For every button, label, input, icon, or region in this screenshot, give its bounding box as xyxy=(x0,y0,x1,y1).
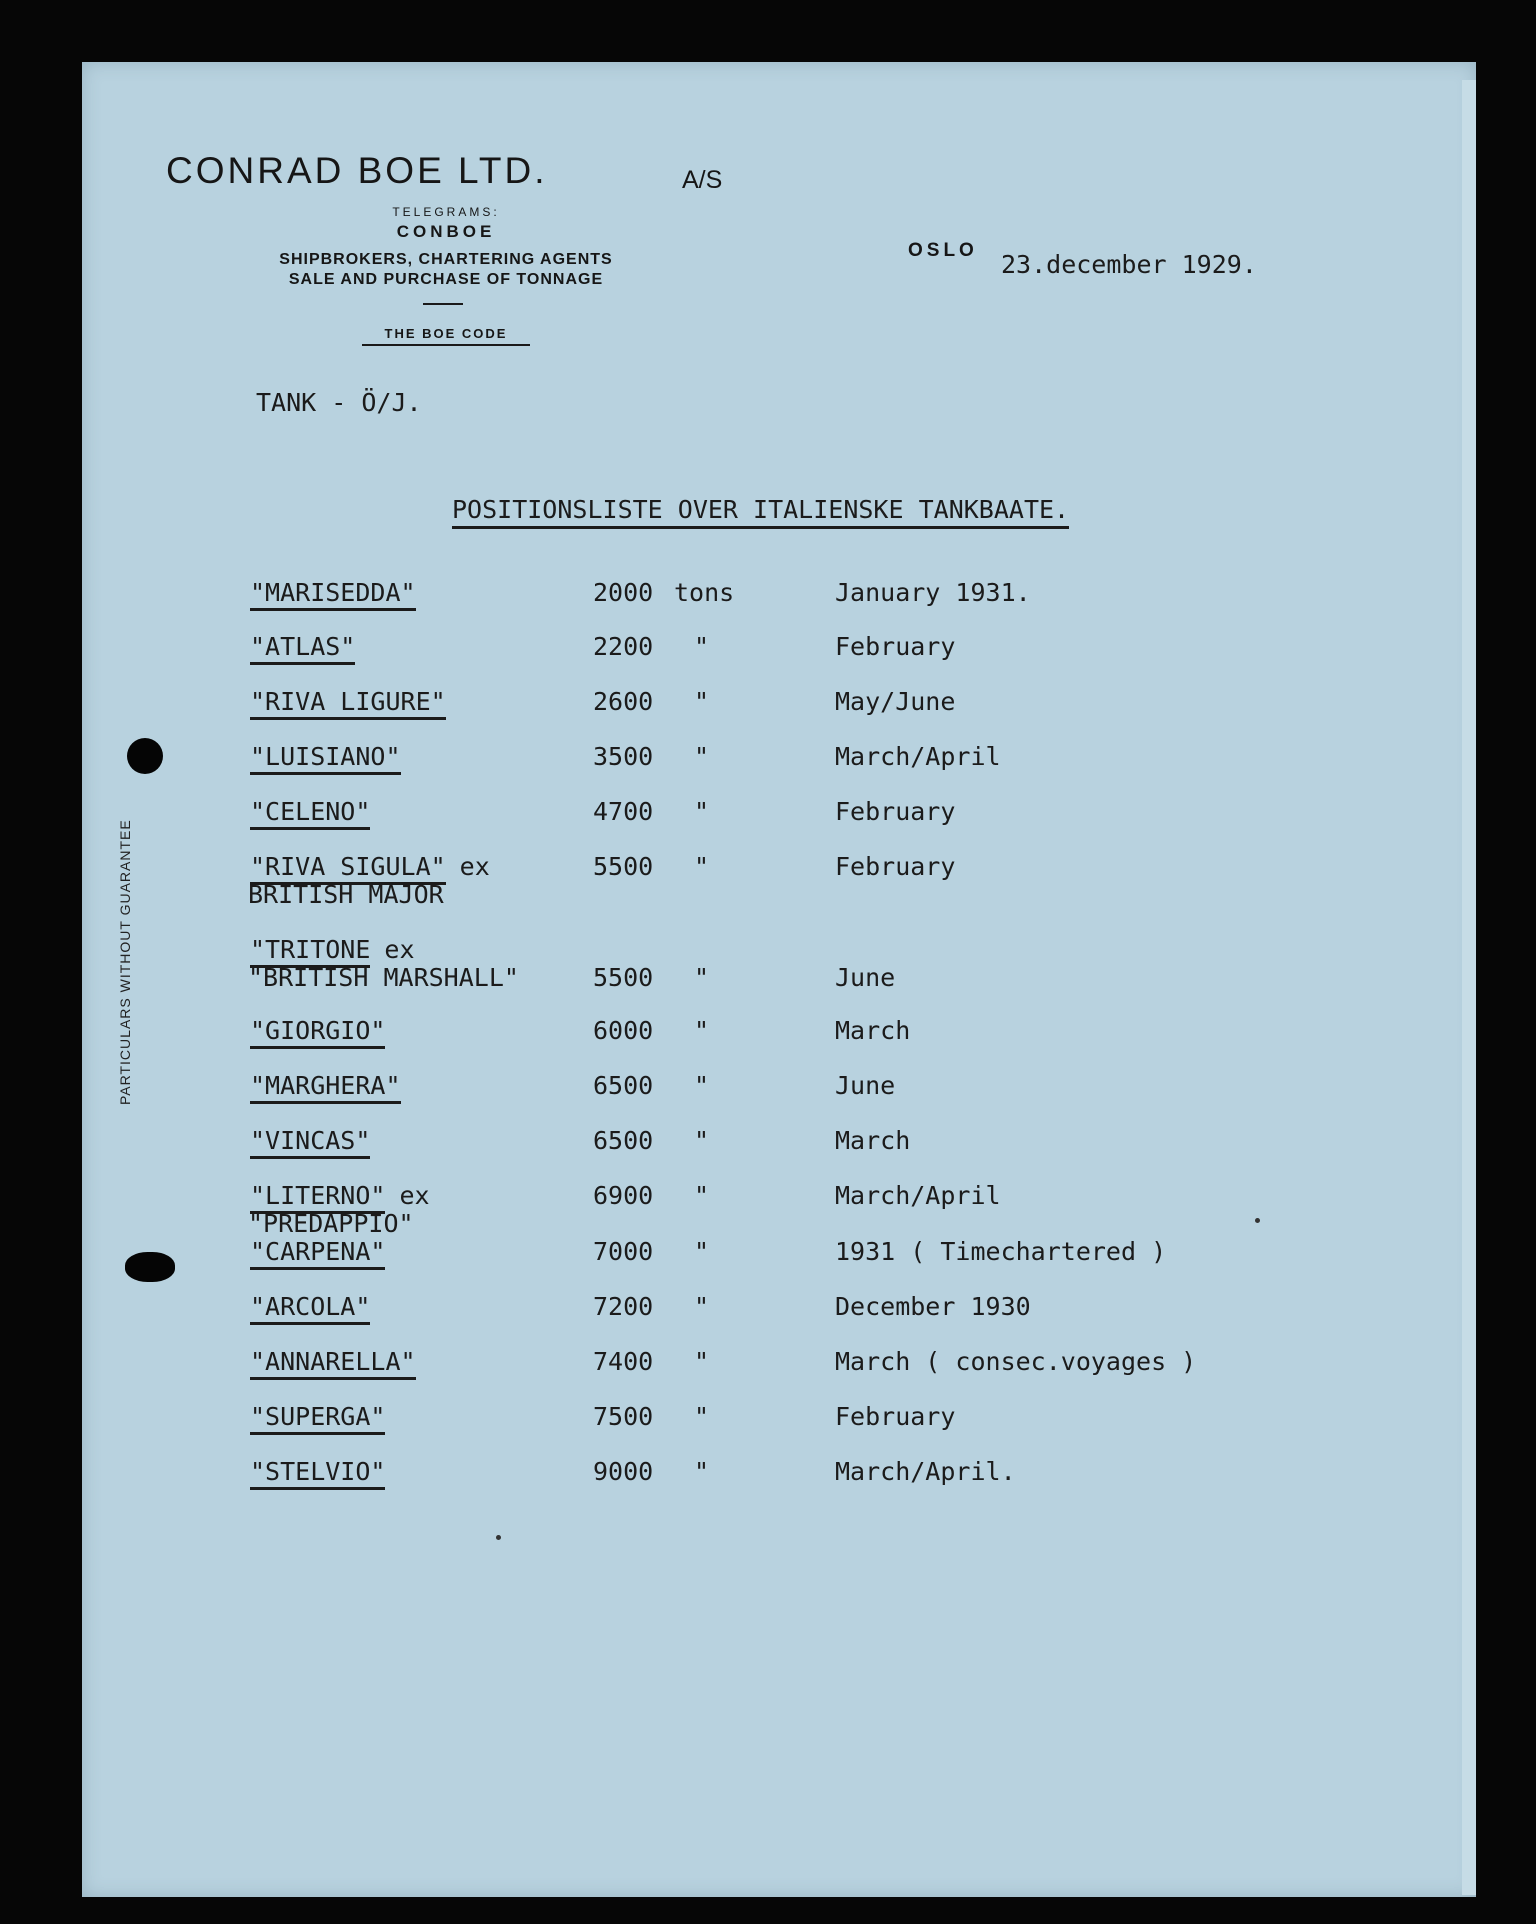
vessel-name xyxy=(250,1181,430,1210)
vessel-row xyxy=(0,935,1536,992)
tonnage-unit: " xyxy=(694,1457,710,1486)
vessel-name-text: "GIORGIO" xyxy=(250,1016,385,1049)
document-title: POSITIONSLISTE OVER ITALIENSKE TANKBAATE. xyxy=(452,495,1069,529)
vessel-name xyxy=(250,1237,385,1266)
tonnage-unit: " xyxy=(694,1126,710,1155)
vessel-row xyxy=(0,1402,1536,1452)
vessel-row xyxy=(0,1237,1536,1287)
tonnage: 3500 xyxy=(593,742,654,771)
letter-date: 23.december 1929. xyxy=(1001,250,1257,279)
vessel-name-text: "RIVA LIGURE" xyxy=(250,687,446,720)
former-vessel-name: BRITISH MAJOR xyxy=(248,880,444,909)
vessel-name xyxy=(250,1402,385,1431)
vessel-row xyxy=(0,1457,1536,1507)
telegrams-address: CONBOE xyxy=(396,222,496,241)
tonnage-unit: " xyxy=(694,852,710,881)
punch-hole xyxy=(125,1252,175,1282)
tonnage-unit: " xyxy=(694,1181,710,1210)
tonnage: 6000 xyxy=(593,1016,654,1045)
position-period: March/April xyxy=(835,1181,1001,1210)
vessel-row xyxy=(0,1181,1536,1238)
vessel-name-text: "MARISEDDA" xyxy=(250,578,416,611)
company-suffix: A/S xyxy=(682,166,723,194)
vessel-name-text: "SUPERGA" xyxy=(250,1402,385,1435)
vessel-name xyxy=(250,632,355,661)
tonnage: 7500 xyxy=(593,1402,654,1431)
tonnage-unit: " xyxy=(694,1071,710,1100)
vessel-name-text: "ATLAS" xyxy=(250,632,355,665)
vessel-name-text: "ARCOLA" xyxy=(250,1292,370,1325)
tonnage: 7200 xyxy=(593,1292,654,1321)
vessel-row xyxy=(0,1347,1536,1397)
services-line-2: SALE AND PURCHASE OF TONNAGE xyxy=(288,271,604,288)
vessel-row xyxy=(0,852,1536,909)
vessel-name xyxy=(250,1126,370,1155)
reference-line: TANK - Ö/J. xyxy=(256,388,422,417)
vessel-name xyxy=(250,852,490,881)
tonnage: 2000 xyxy=(593,578,654,607)
vessel-row xyxy=(0,1016,1536,1066)
tonnage-unit: " xyxy=(694,1237,710,1266)
position-period: December 1930 xyxy=(835,1292,1031,1321)
tonnage: 6500 xyxy=(593,1126,654,1155)
tonnage: 4700 xyxy=(593,797,654,826)
vessel-name-text: "ANNARELLA" xyxy=(250,1347,416,1380)
tonnage-unit: " xyxy=(694,632,710,661)
position-period: February xyxy=(835,797,956,826)
code-name: THE BOE CODE xyxy=(362,326,530,346)
vessel-name xyxy=(250,1292,370,1321)
tonnage: 6900 xyxy=(593,1181,654,1210)
former-vessel-name: "BRITISH MARSHALL" xyxy=(248,963,519,992)
position-period: May/June xyxy=(835,687,956,716)
ex-marker: ex xyxy=(459,852,490,881)
vessel-name-text: "MARGHERA" xyxy=(250,1071,401,1104)
position-period: March/April. xyxy=(835,1457,1016,1486)
services-line-1: SHIPBROKERS, CHARTERING AGENTS xyxy=(279,251,613,268)
position-period: January 1931. xyxy=(835,578,1031,607)
tonnage-unit: " xyxy=(694,963,710,992)
vessel-name xyxy=(250,687,446,716)
position-period: March/April xyxy=(835,742,1001,771)
position-period: March xyxy=(835,1126,911,1155)
tonnage-unit: tons xyxy=(674,578,735,607)
vessel-name-text: "LITERNO" xyxy=(250,1181,385,1214)
telegrams-label: TELEGRAMS: xyxy=(392,205,500,219)
position-period: February xyxy=(835,852,956,881)
former-vessel-name: "PREDAPPIO" xyxy=(248,1209,414,1238)
vessel-row xyxy=(0,578,1536,628)
vessel-name xyxy=(250,1016,385,1045)
vessel-name-text: "RIVA SIGULA" xyxy=(250,852,446,885)
vessel-row xyxy=(0,1071,1536,1121)
position-period: February xyxy=(835,632,956,661)
sheet-edge xyxy=(1462,80,1476,1895)
tonnage: 9000 xyxy=(593,1457,654,1486)
vessel-row xyxy=(0,632,1536,682)
tonnage: 5500 xyxy=(593,852,654,881)
vessel-row xyxy=(0,1126,1536,1176)
tonnage-unit: " xyxy=(694,1292,710,1321)
ex-marker: ex xyxy=(399,1181,430,1210)
vessel-name-text: "VINCAS" xyxy=(250,1126,370,1159)
tonnage: 2200 xyxy=(593,632,654,661)
tonnage-unit: " xyxy=(694,687,710,716)
tonnage: 7400 xyxy=(593,1347,654,1376)
vessel-name xyxy=(250,1071,401,1100)
position-period: March xyxy=(835,1016,911,1045)
vessel-name-text: "STELVIO" xyxy=(250,1457,385,1490)
vessel-name xyxy=(250,1347,416,1376)
paper-speck xyxy=(496,1535,501,1540)
position-period: March ( consec.voyages ) xyxy=(835,1347,1197,1376)
paper-speck xyxy=(1255,1218,1260,1223)
vessel-name xyxy=(250,1457,385,1486)
vessel-name xyxy=(250,797,370,826)
vessel-row xyxy=(0,687,1536,737)
position-period: June xyxy=(835,963,896,992)
vessel-name xyxy=(250,578,416,607)
tonnage: 6500 xyxy=(593,1071,654,1100)
ex-marker: ex xyxy=(384,935,415,964)
tonnage-unit: " xyxy=(694,1347,710,1376)
position-period: 1931 ( Timechartered ) xyxy=(835,1237,1167,1266)
vessel-name-text: "CARPENA" xyxy=(250,1237,385,1270)
tonnage-unit: " xyxy=(694,797,710,826)
company-name: CONRAD BOE LTD. xyxy=(166,150,548,191)
margin-note: PARTICULARS WITHOUT GUARANTEE xyxy=(117,819,133,1105)
tonnage-unit: " xyxy=(694,1016,710,1045)
tonnage: 7000 xyxy=(593,1237,654,1266)
position-period: June xyxy=(835,1071,896,1100)
tonnage: 5500 xyxy=(593,963,654,992)
tonnage-unit: " xyxy=(694,1402,710,1431)
punch-hole xyxy=(127,738,163,774)
vessel-name xyxy=(250,742,401,771)
tonnage-unit: " xyxy=(694,742,710,771)
vessel-name xyxy=(250,935,415,964)
vessel-name-text: "TRITONE xyxy=(250,935,370,968)
vessel-name-text: "LUISIANO" xyxy=(250,742,401,775)
vessel-row xyxy=(0,797,1536,847)
position-period: February xyxy=(835,1402,956,1431)
vessel-row xyxy=(0,742,1536,792)
vessel-row xyxy=(0,1292,1536,1342)
vessel-name-text: "CELENO" xyxy=(250,797,370,830)
letterhead-divider xyxy=(423,303,463,305)
place-name: OSLO xyxy=(908,240,978,261)
tonnage: 2600 xyxy=(593,687,654,716)
